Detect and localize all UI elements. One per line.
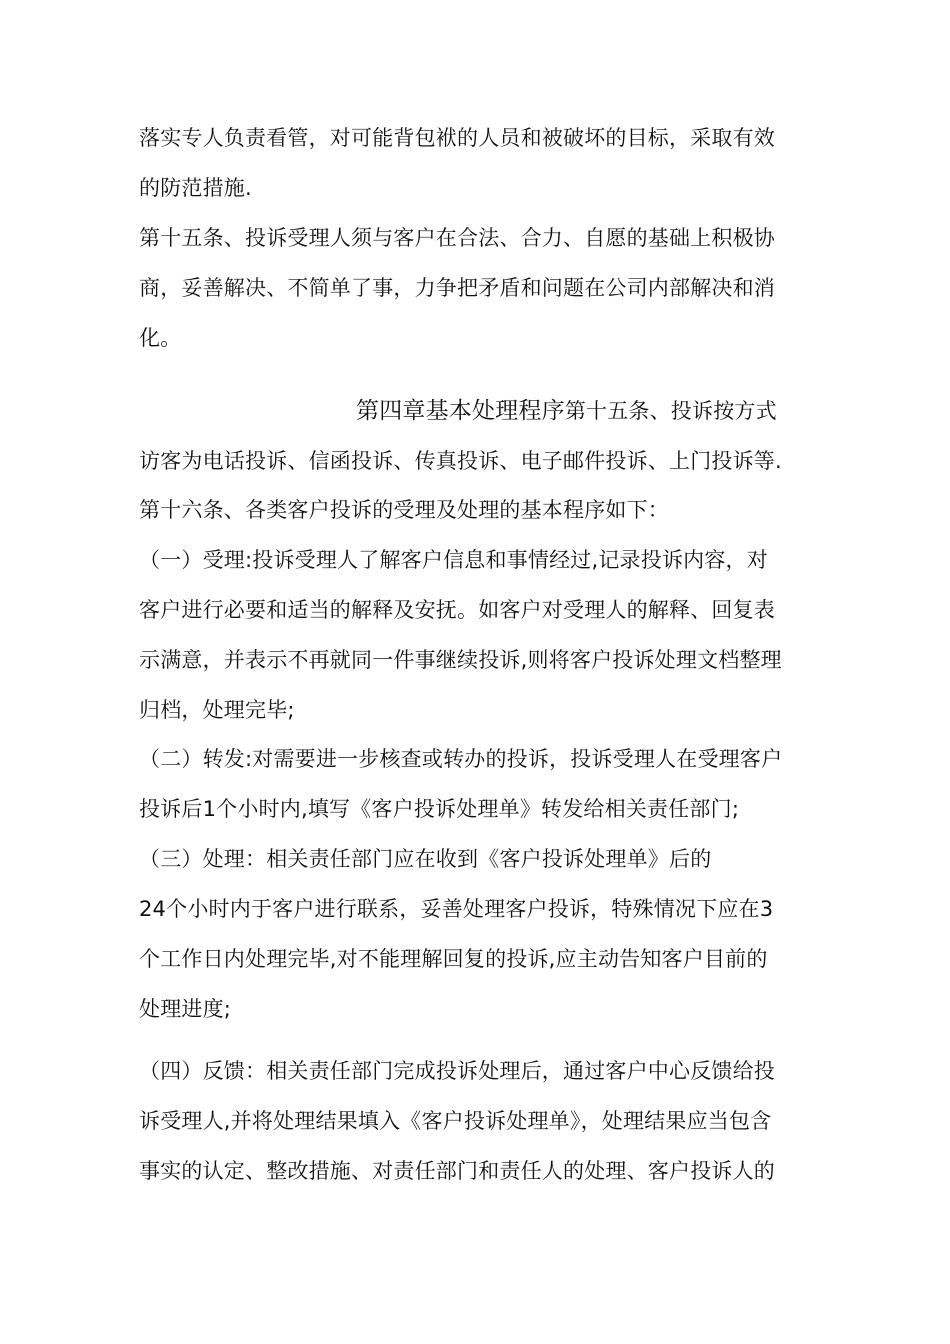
- paragraph-line: （三）处理：相关责任部门应在收到《客户投诉处理单》后的: [139, 847, 712, 871]
- paragraph-line: 示满意，并表示不再就同一件事继续投诉,则将客户投诉处理文档整理: [139, 648, 782, 672]
- chapter-heading-line: [356, 396, 836, 426]
- paragraph-line: （二）转发:对需要进一步核查或转办的投诉，投诉受理人在受理客户: [139, 747, 783, 771]
- paragraph-line: 落实专人负责看管，对可能背包袱的人员和被破坏的目标，采取有效: [139, 126, 775, 150]
- paragraph-line: 个工作日内处理完毕,对不能理解回复的投诉,应主动告知客户目前的: [139, 947, 768, 971]
- chapter-heading-tail: 第十五条、投诉按方式: [564, 399, 777, 423]
- paragraph-line: （一）受理:投诉受理人了解客户信息和事情经过,记录投诉内容，对: [139, 548, 768, 572]
- paragraph-line: 访客为电话投诉、信函投诉、传真投诉、电子邮件投诉、上门投诉等.: [139, 449, 782, 473]
- chapter-heading: 第四章基本处理程序: [356, 398, 565, 424]
- paragraph-line: 商，妥善解决、不简单了事，力争把矛盾和问题在公司内部解决和消: [139, 276, 775, 300]
- paragraph-line: 第十六条、各类客户投诉的受理及处理的基本程序如下：: [139, 498, 669, 522]
- paragraph-line: 化。: [139, 326, 182, 350]
- paragraph-line: 诉受理人,并将处理结果填入《客户投诉处理单》，处理结果应当包含: [139, 1109, 772, 1133]
- paragraph-line: 24个小时内于客户进行联系，妥善处理客户投诉，特殊情况下应在3: [139, 897, 774, 921]
- paragraph-line: 客户进行必要和适当的解释及安抚。如客户对受理人的解释、回复表: [139, 598, 775, 622]
- paragraph-line: 归档，处理完毕;: [139, 698, 295, 722]
- paragraph-line: 处理进度;: [139, 997, 232, 1021]
- paragraph-line: （四）反馈：相关责任部门完成投诉处理后，通过客户中心反馈给投: [139, 1059, 775, 1083]
- paragraph-line: 事实的认定、整改措施、对责任部门和责任人的处理、客户投诉人的: [139, 1159, 775, 1183]
- paragraph-line: 的防范措施.: [139, 176, 252, 200]
- paragraph-line: 投诉后1个小时内,填写《客户投诉处理单》转发给相关责任部门;: [139, 797, 740, 821]
- paragraph-line: 第十五条、投诉受理人须与客户在合法、合力、自愿的基础上积极协: [139, 226, 775, 250]
